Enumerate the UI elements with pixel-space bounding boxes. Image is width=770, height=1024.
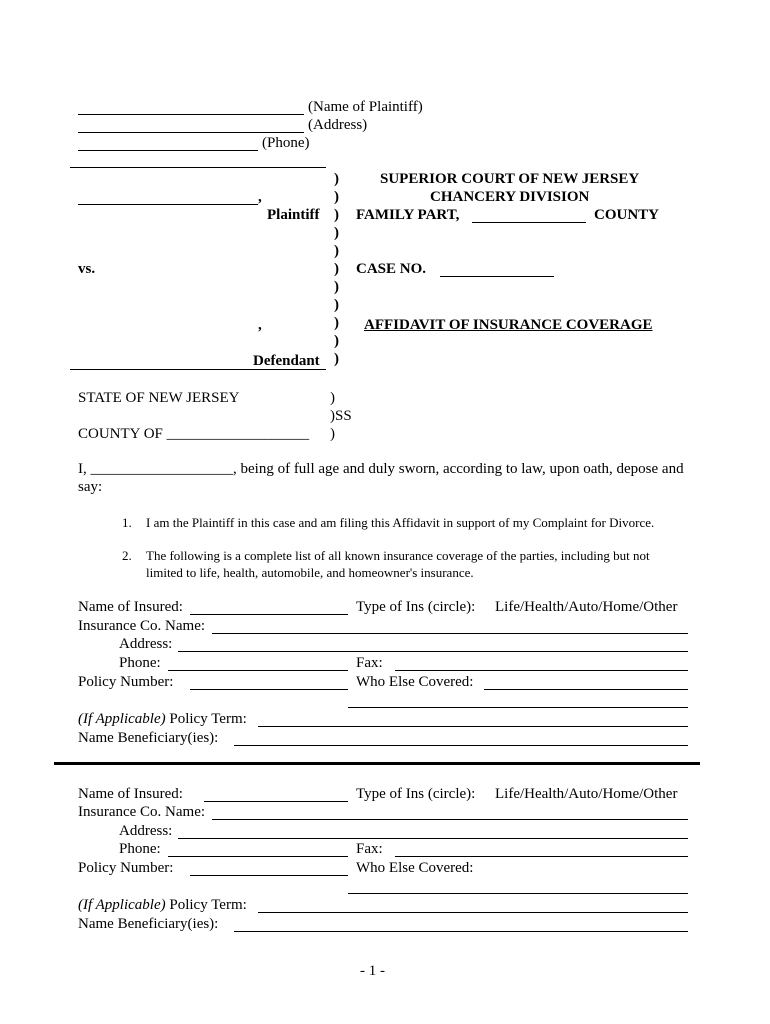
policy-number-label: Policy Number:: [78, 860, 174, 876]
venue-paren: ): [330, 390, 335, 406]
address-label: Address:: [119, 636, 173, 652]
fax-label: Fax:: [356, 841, 383, 857]
who-else-covered-label: Who Else Covered:: [356, 674, 474, 690]
policy-term-text: Policy Term:: [169, 711, 247, 727]
oath-line-1: I, ___________________, being of full age and duly sworn, according to law, upon oath, depose and: [78, 461, 684, 477]
caption-paren: ): [334, 171, 339, 187]
insurance-co-label: Insurance Co. Name:: [78, 618, 206, 634]
plaintiff-label: Plaintiff: [267, 207, 320, 223]
address-label: Address:: [119, 823, 173, 839]
paragraph-number: 1.: [122, 515, 132, 530]
type-of-ins-label: Type of Ins (circle):: [356, 599, 476, 615]
paragraph-2-text: The following is a complete list of all known insurance coverage of the parties, including but not: [146, 548, 650, 563]
document-title: AFFIDAVIT OF INSURANCE COVERAGE: [364, 317, 653, 333]
policy-term-label: [78, 710, 247, 728]
case-no-label: CASE NO.: [356, 261, 427, 277]
fax-label: Fax:: [356, 655, 383, 671]
county-label: COUNTY: [594, 207, 660, 223]
plaintiff-name-line[interactable]: [78, 114, 304, 115]
phone-label: Phone:: [119, 655, 161, 671]
county-field-line[interactable]: [472, 222, 586, 223]
caption-top-line: [70, 167, 326, 168]
insurance-co-field[interactable]: [212, 819, 688, 820]
who-else-covered-field[interactable]: [484, 689, 688, 690]
venue-ss: )SS: [330, 408, 352, 424]
policy-number-field[interactable]: [190, 689, 348, 690]
court-name: SUPERIOR COURT OF NEW JERSEY: [380, 171, 640, 187]
beneficiaries-field[interactable]: [234, 745, 688, 746]
phone-line[interactable]: [78, 150, 258, 151]
oath-line-2: say:: [78, 479, 103, 495]
policy-number-label: Policy Number:: [78, 674, 174, 690]
name-of-insured-field[interactable]: [190, 614, 348, 615]
defendant-label: Defendant: [253, 353, 320, 369]
type-of-ins-label: Type of Ins (circle):: [356, 786, 476, 802]
insurance-co-field[interactable]: [212, 633, 688, 634]
insurance-types-options[interactable]: Life/Health/Auto/Home/Other: [495, 786, 678, 802]
court-division: CHANCERY DIVISION: [430, 189, 590, 205]
defendant-comma: ,: [258, 317, 262, 333]
phone-label: Phone:: [119, 841, 161, 857]
name-of-insured-field[interactable]: [204, 801, 348, 802]
beneficiaries-label: Name Beneficiary(ies):: [78, 916, 219, 932]
address-label: (Address): [308, 117, 368, 133]
plaintiff-caption-line[interactable]: [78, 204, 258, 205]
county-of-label: COUNTY OF ___________________: [78, 426, 310, 442]
beneficiaries-field[interactable]: [234, 931, 688, 932]
caption-paren: ): [334, 225, 339, 241]
caption-paren: ): [334, 207, 339, 223]
section-divider: [54, 762, 700, 765]
policy-term-text: Policy Term:: [169, 897, 247, 913]
state-label: STATE OF NEW JERSEY: [78, 390, 240, 406]
paragraph-2-text-cont: limited to life, health, automobile, and homeowner's insurance.: [146, 565, 474, 580]
paragraph-number: 2.: [122, 548, 132, 563]
caption-paren: ): [334, 333, 339, 349]
caption-paren: ): [334, 243, 339, 259]
caption-paren: ): [334, 189, 339, 205]
caption-paren: ): [334, 351, 339, 367]
phone-field[interactable]: [168, 670, 348, 671]
fax-field[interactable]: [395, 670, 688, 671]
caption-paren: ): [334, 315, 339, 331]
policy-number-field[interactable]: [190, 875, 348, 876]
name-of-plaintiff-label: (Name of Plaintiff): [308, 99, 423, 115]
address-field[interactable]: [178, 838, 688, 839]
policy-term-label: [78, 896, 247, 914]
address-line[interactable]: [78, 132, 304, 133]
phone-label: (Phone): [262, 135, 310, 151]
plaintiff-comma: ,: [258, 189, 262, 205]
who-else-covered-field[interactable]: [348, 893, 688, 894]
if-applicable-note: (If Applicable): [78, 711, 166, 727]
insurance-types-options[interactable]: Life/Health/Auto/Home/Other: [495, 599, 678, 615]
caption-paren: ): [334, 297, 339, 313]
case-no-line[interactable]: [440, 276, 554, 277]
fax-field[interactable]: [395, 856, 688, 857]
venue-paren: ): [330, 426, 335, 442]
page-number: - 1 -: [360, 963, 385, 979]
beneficiaries-label: Name Beneficiary(ies):: [78, 730, 219, 746]
name-of-insured-label: Name of Insured:: [78, 786, 183, 802]
if-applicable-note: (If Applicable): [78, 897, 166, 913]
phone-field[interactable]: [168, 856, 348, 857]
policy-term-field[interactable]: [258, 912, 688, 913]
who-else-covered-field-2[interactable]: [348, 707, 688, 708]
who-else-covered-label: Who Else Covered:: [356, 860, 474, 876]
policy-term-field[interactable]: [258, 726, 688, 727]
paragraph-1-text: I am the Plaintiff in this case and am filing this Affidavit in support of my Complaint for Divorce.: [146, 515, 655, 530]
family-part-label: FAMILY PART,: [356, 207, 460, 223]
caption-paren: ): [334, 279, 339, 295]
vs-label: vs.: [78, 261, 96, 277]
address-field[interactable]: [178, 651, 688, 652]
name-of-insured-label: Name of Insured:: [78, 599, 183, 615]
insurance-co-label: Insurance Co. Name:: [78, 804, 206, 820]
caption-paren: ): [334, 261, 339, 277]
